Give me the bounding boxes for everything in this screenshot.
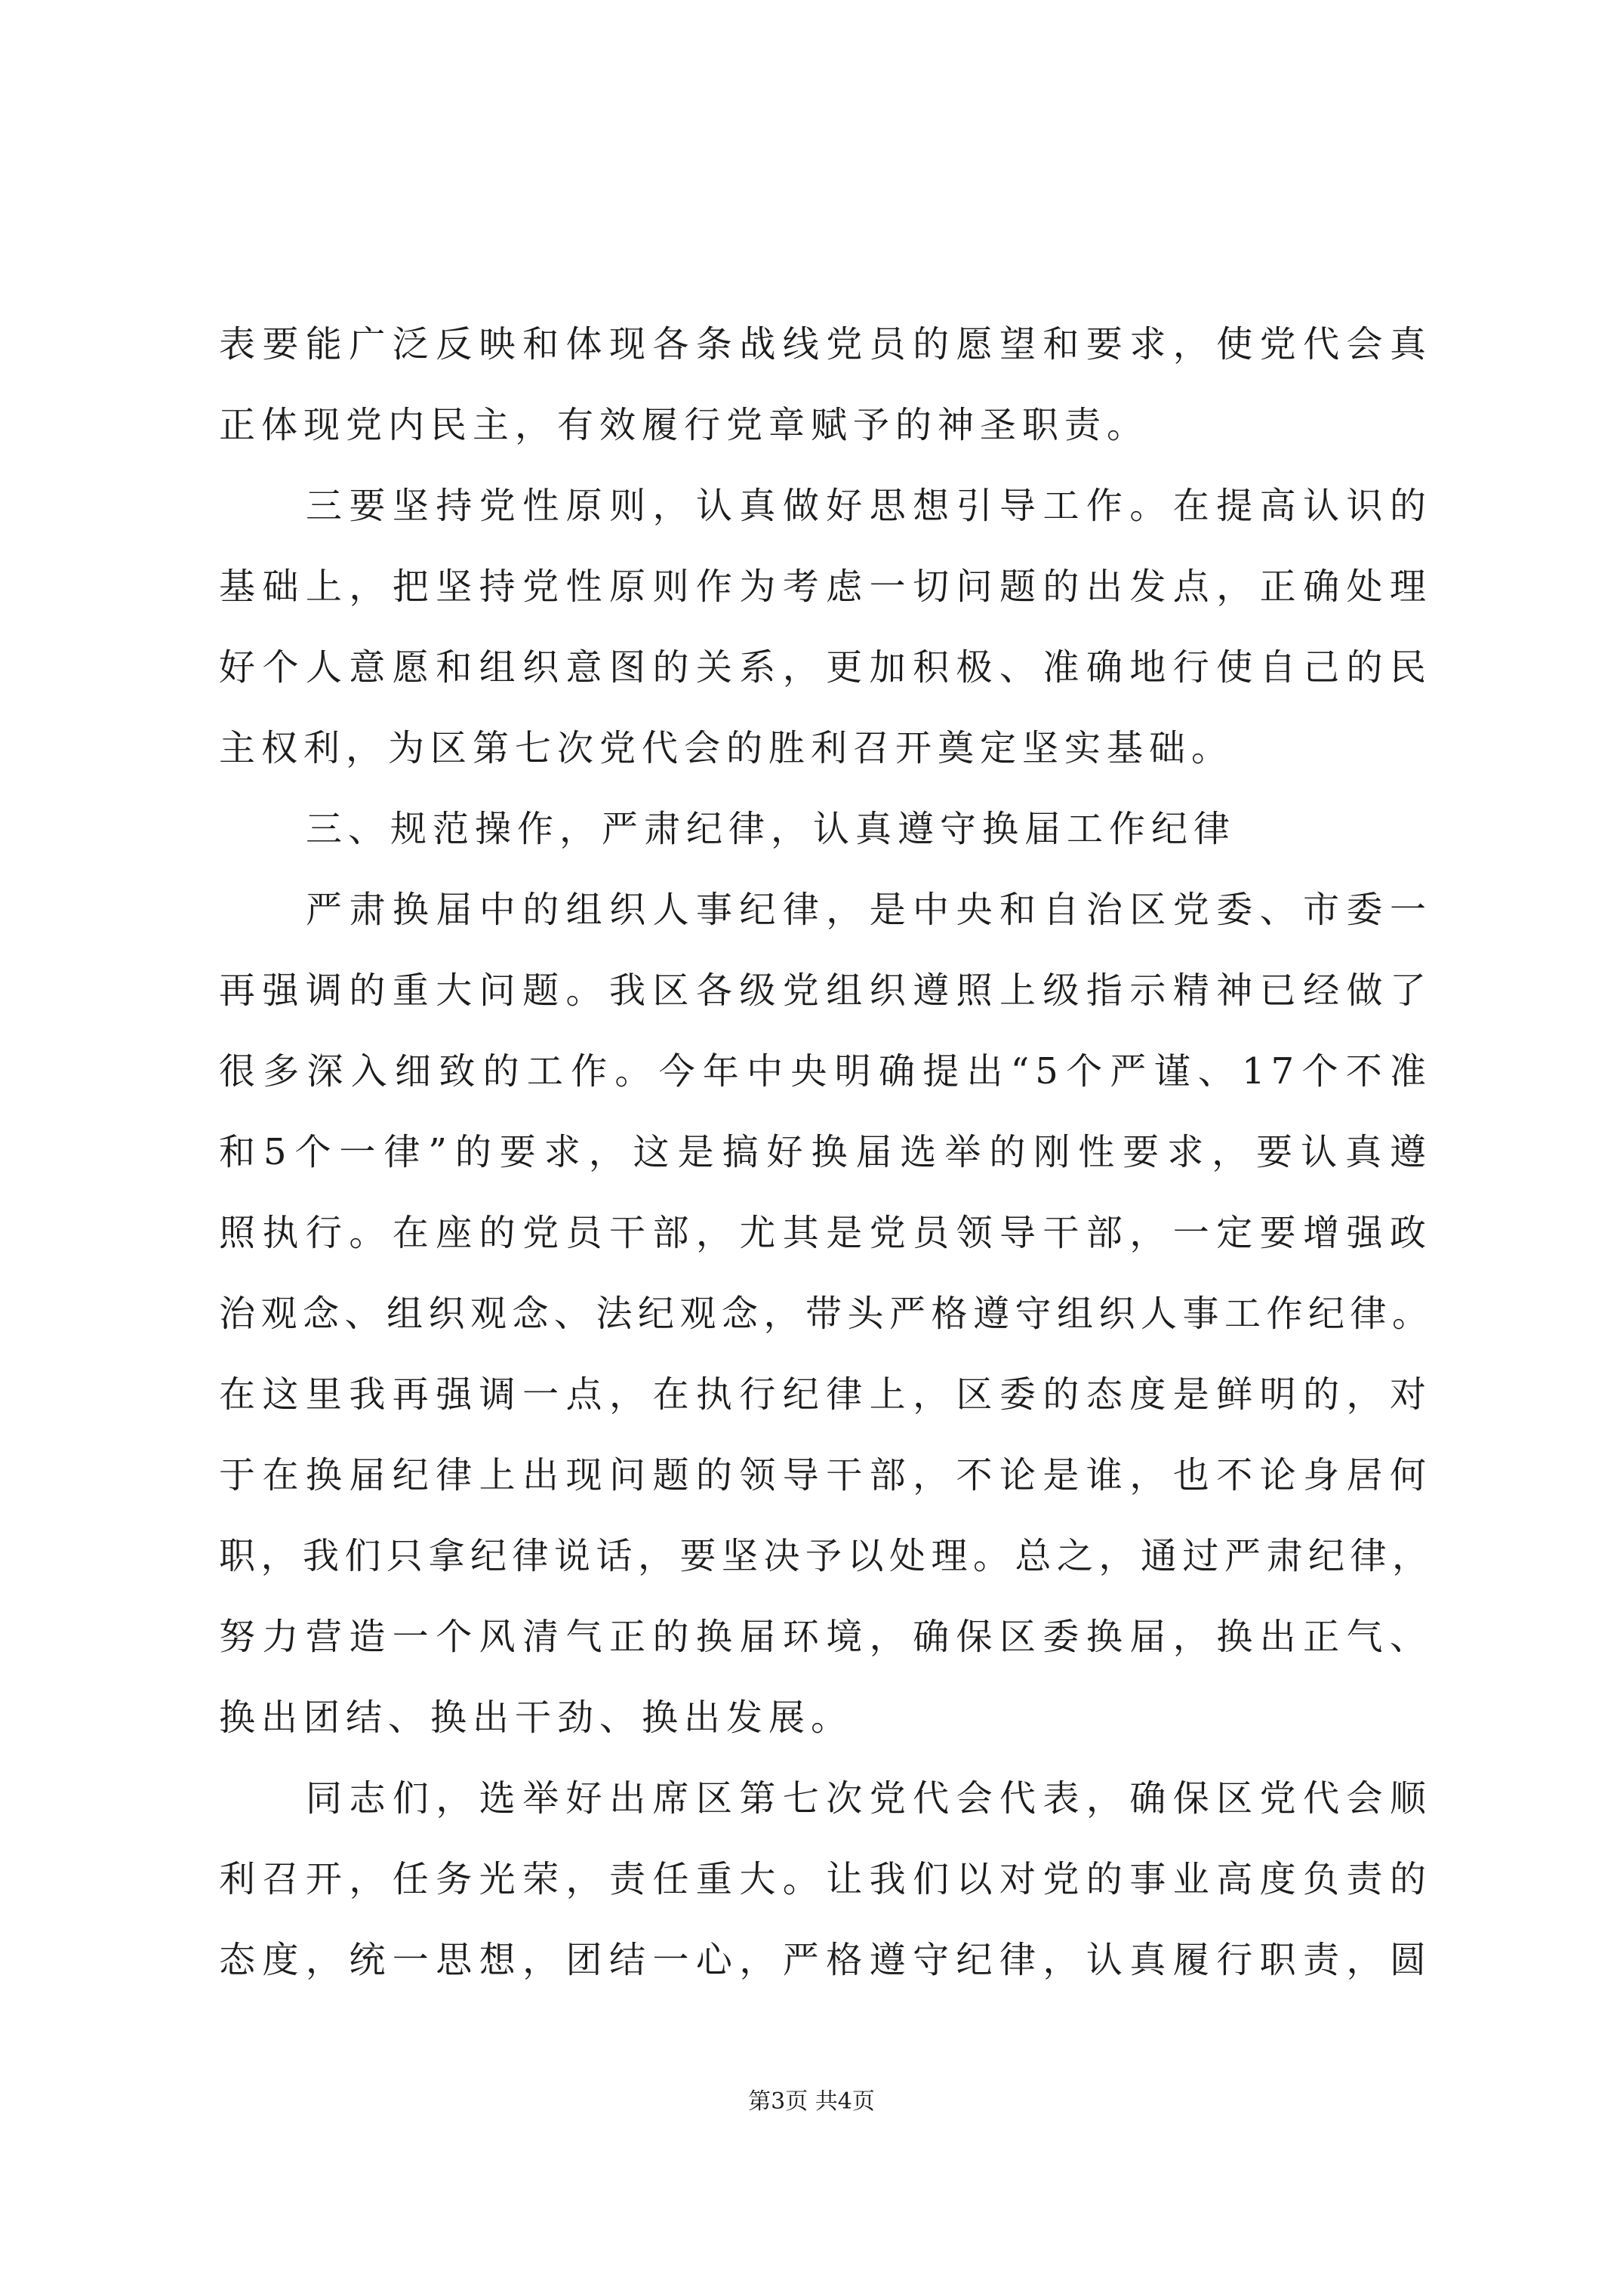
paragraph-first-line: 三要坚持党性原则，认真做好思想引导工作。在提高认识的 [306,485,1432,527]
text-line: 再强调的重大问题。我区各级党组织遵照上级指示精神已经做了 [219,969,1432,1012]
paragraph-first-line: 严肃换届中的组织人事纪律，是中央和自治区党委、市委一 [306,889,1432,931]
text-line: 表要能广泛反映和体现各条战线党员的愿望和要求，使党代会真 [219,323,1432,365]
text-line: 和5个一律”的要求，这是搞好换届选举的刚性要求，要认真遵 [219,1131,1432,1173]
paragraph-first-line: 同志们，选举好出席区第七次党代会代表，确保区党代会顺 [306,1777,1432,1820]
text-line: 职，我们只拿纪律说话，要坚决予以处理。总之，通过严肃纪律， [219,1535,1432,1577]
text-line: 换出团结、换出干劲、换出发展。 [219,1697,854,1739]
text-line: 主权利，为区第七次党代会的胜利召开奠定坚实基础。 [219,727,1234,769]
text-line: 利召开，任务光荣，责任重大。让我们以对党的事业高度负责的 [219,1858,1432,1900]
section-heading: 三、规范操作，严肃纪律，认真遵守换届工作纪律 [306,808,1236,850]
text-line: 努力营造一个风清气正的换届环境，确保区委换届，换出正气、 [219,1616,1432,1658]
text-line: 于在换届纪律上出现问题的领导干部，不论是谁，也不论身居何 [219,1454,1432,1496]
document-body [219,304,1432,2001]
text-line: 正体现党内民主，有效履行党章赋予的神圣职责。 [219,404,1150,446]
text-line: 治观念、组织观念、法纪观念，带头严格遵守组织人事工作纪律。 [219,1293,1432,1335]
text-line: 基础上，把坚持党性原则作为考虑一切问题的出发点，正确处理 [219,566,1432,608]
page-number-footer: 第3页 共4页 [748,2088,875,2115]
text-line: 照执行。在座的党员干部，尤其是党员领导干部，一定要增强政 [219,1212,1432,1254]
text-line: 在这里我再强调一点，在执行纪律上，区委的态度是鲜明的，对 [219,1373,1432,1416]
text-line: 好个人意愿和组织意图的关系，更加积极、准确地行使自己的民 [219,646,1432,689]
text-line: 很多深入细致的工作。今年中央明确提出“5个严谨、17个不准 [219,1050,1432,1093]
text-line: 态度，统一思想，团结一心，严格遵守纪律，认真履行职责，圆 [219,1939,1432,1981]
